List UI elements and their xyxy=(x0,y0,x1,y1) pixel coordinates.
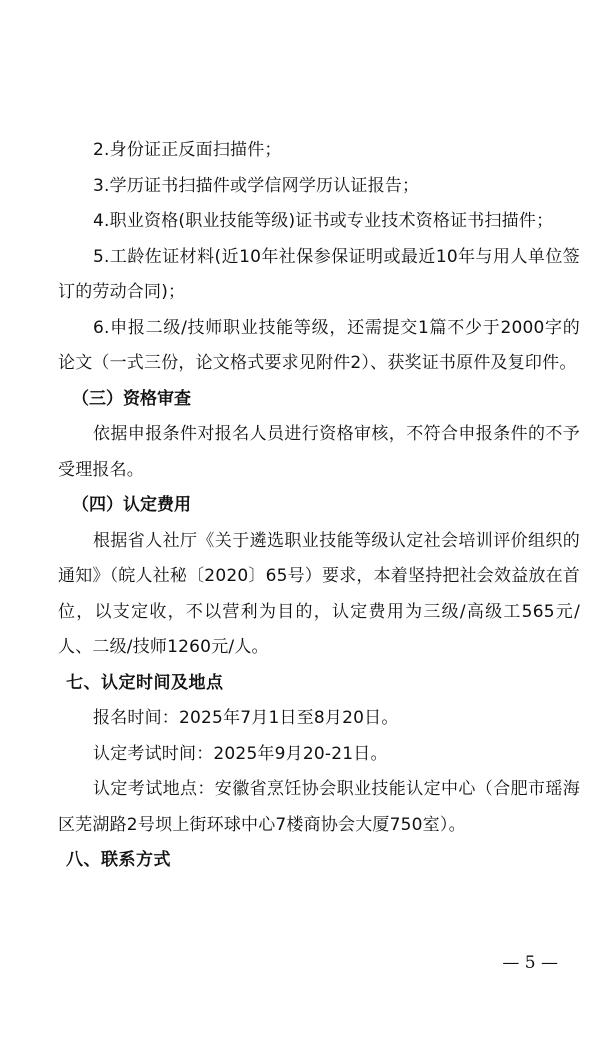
item-work-experience-proof: 5.工龄佐证材料(近10年社保参保证明或最近10年与用人单位签订的劳动合同)； xyxy=(58,246,580,302)
section-qualification-review-heading: （三）资格审查 xyxy=(72,388,191,409)
item-qualification-certificate: 4.职业资格(职业技能等级)证书或专业技术资格证书扫描件； xyxy=(93,211,554,231)
section-fee-text: 根据省人社厅《关于遴选职业技能等级认定社会培训评价组织的通知》（皖人社秘〔2020〕65号）要求，本着坚持把社会效益放在首位，以支定收，不以营利为目的，认定费用为三级/高级工565元/人、二级/技师1260元/人。 xyxy=(58,530,580,657)
page-number: — 5 — xyxy=(502,953,558,973)
item-thesis-requirement: 6.申报二级/技师职业技能等级，还需提交1篇不少于2000字的论文（一式三份，论文格式要求见附件2）、获奖证书原件及复印件。 xyxy=(58,317,580,373)
registration-time: 报名时间：2025年7月1日至8月20日。 xyxy=(93,708,399,728)
section-contact-heading: 八、联系方式 xyxy=(66,850,171,870)
document-body xyxy=(58,133,580,879)
exam-location: 认定考试地点：安徽省烹饪协会职业技能认定中心（合肥市瑶海区芜湖路2号坝上街环球中心7楼商协会大厦750室）。 xyxy=(58,779,580,835)
section-time-location-heading: 七、认定时间及地点 xyxy=(66,672,224,693)
exam-time: 认定考试时间：2025年9月20-21日。 xyxy=(93,743,388,764)
item-education-certificate: 3.学历证书扫描件或学信网学历认证报告； xyxy=(93,175,420,196)
item-id-scan: 2.身份证正反面扫描件； xyxy=(93,140,282,160)
section-qualification-review-text: 依据申报条件对报名人员进行资格审核，不符合申报条件的不予受理报名。 xyxy=(58,424,580,480)
section-fee-heading: （四）认定费用 xyxy=(72,495,191,515)
